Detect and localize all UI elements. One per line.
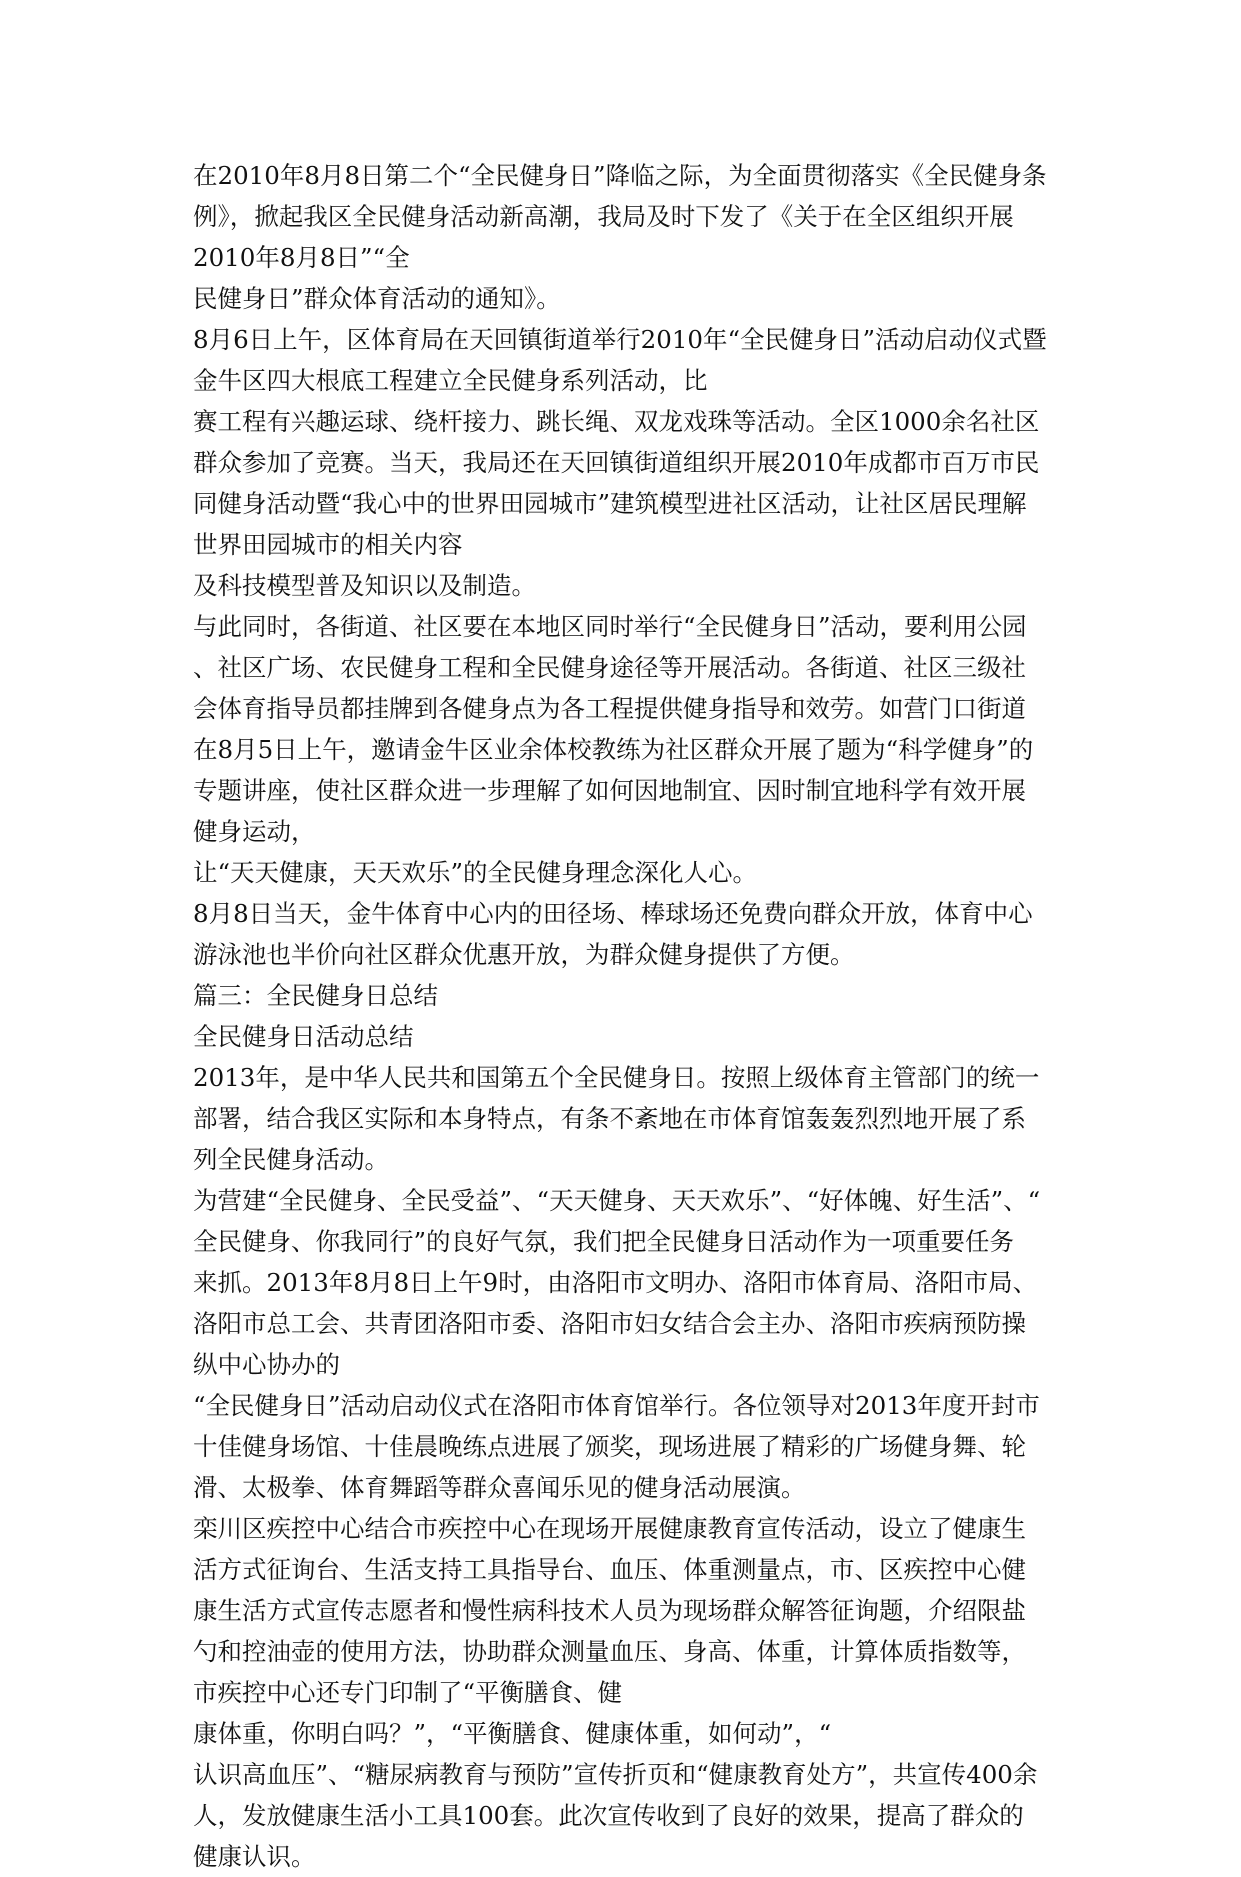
text-line: 在8月5日上午，邀请金牛区业余体校教练为社区群众开展了题为“科学健身”的 [193,735,1034,764]
text-line: 为营建“全民健身、全民受益”、“天天健身、天天欢乐”、“好体魄、好生活”、“ [193,1186,1041,1215]
text-line: 列全民健身活动。 [193,1145,389,1174]
text-line: 让“天天健康，天天欢乐”的全民健身理念深化人心。 [193,858,758,887]
text-line: 、社区广场、农民健身工程和全民健身途径等开展活动。各街道、社区三级社 [193,653,1026,682]
text-line: 市疾控中心还专门印制了“平衡膳食、健 [193,1678,623,1707]
text-line: 认识高血压”、“糖尿病教育与预防”宣传折页和“健康教育处方”，共宣传400余 [193,1760,1038,1789]
text-line: 健康认识。 [193,1842,316,1871]
text-line: 在2010年8月8日第二个“全民健身日”降临之际，为全面贯彻落实《全民健身条 [193,161,1047,190]
text-line: “全民健身日”活动启动仪式在洛阳市体育馆举行。各位领导对2013年度开封市 [193,1391,1040,1420]
text-line: 与此同时，各街道、社区要在本地区同时举行“全民健身日”活动，要利用公园 [193,612,1027,641]
text-line: 全民健身、你我同行”的良好气氛，我们把全民健身日活动作为一项重要任务 [193,1227,1015,1256]
text-line: 会体育指导员都挂牌到各健身点为各工程提供健身指导和效劳。如营门口街道 [193,694,1026,723]
text-line: 8月6日上午，区体育局在天回镇街道举行2010年“全民健身日”活动启动仪式暨 [193,325,1047,354]
text-line: 康体重，你明白吗？”，“平衡膳食、健康体重，如何动”，“ [193,1719,832,1748]
text-line: 活方式征询台、生活支持工具指导台、血压、体重测量点，市、区疾控中心健 [193,1555,1026,1584]
text-line: 栾川区疾控中心结合市疾控中心在现场开展健康教育宣传活动，设立了健康生 [193,1514,1026,1543]
text-line: 健身运动， [193,817,316,846]
text-line: 8月8日当天，金牛体育中心内的田径场、棒球场还免费向群众开放，体育中心 [193,899,1033,928]
section-subheading: 全民健身日活动总结 [193,1022,414,1051]
text-line: 勺和控油壶的使用方法，协助群众测量血压、身高、体重，计算体质指数等， [193,1637,1026,1666]
text-line: 部署，结合我区实际和本身特点，有条不紊地在市体育馆轰轰烈烈地开展了系 [193,1104,1026,1133]
text-line: 来抓。2013年8月8日上午9时，由洛阳市文明办、洛阳市体育局、洛阳市局、 [193,1268,1038,1297]
text-line: 群众参加了竞赛。当天，我局还在天回镇街道组织开展2010年成都市百万市民 [193,448,1040,477]
text-line: 康生活方式宣传志愿者和慢性病科技术人员为现场群众解答征询题，介绍限盐 [193,1596,1026,1625]
text-line: 专题讲座，使社区群众进一步理解了如何因地制宜、因时制宜地科学有效开展 [193,776,1026,805]
section-heading: 篇三：全民健身日总结 [193,981,438,1010]
text-line: 2010年8月8日”“全 [193,243,410,272]
text-line: 人，发放健康生活小工具100套。此次宣传收到了良好的效果，提高了群众的 [193,1801,1024,1830]
text-line: 及科技模型普及知识以及制造。 [193,571,536,600]
text-line: 同健身活动暨“我心中的世界田园城市”建筑模型进社区活动，让社区居民理解 [193,489,1027,518]
text-line: 赛工程有兴趣运球、绕杆接力、跳长绳、双龙戏珠等活动。全区1000余名社区 [193,407,1040,436]
text-line: 例》，掀起我区全民健身活动新高潮，我局及时下发了《关于在全区组织开展 [193,202,1014,231]
text-line: 纵中心协办的 [193,1350,340,1379]
text-line: 民健身日”群众体育活动的通知》。 [193,284,561,313]
text-line: 游泳池也半价向社区群众优惠开放，为群众健身提供了方便。 [193,940,855,969]
text-line: 滑、太极拳、体育舞蹈等群众喜闻乐见的健身活动展演。 [193,1473,806,1502]
text-line: 2013年，是中华人民共和国第五个全民健身日。按照上级体育主管部门的统一 [193,1063,1040,1092]
text-line: 金牛区四大根底工程建立全民健身系列活动，比 [193,366,708,395]
text-line: 十佳健身场馆、十佳晨晚练点进展了颁奖，现场进展了精彩的广场健身舞、轮 [193,1432,1026,1461]
text-line: 洛阳市总工会、共青团洛阳市委、洛阳市妇女结合会主办、洛阳市疾病预防操 [193,1309,1026,1338]
text-line: 世界田园城市的相关内容 [193,530,463,559]
document-body [193,155,1073,1877]
